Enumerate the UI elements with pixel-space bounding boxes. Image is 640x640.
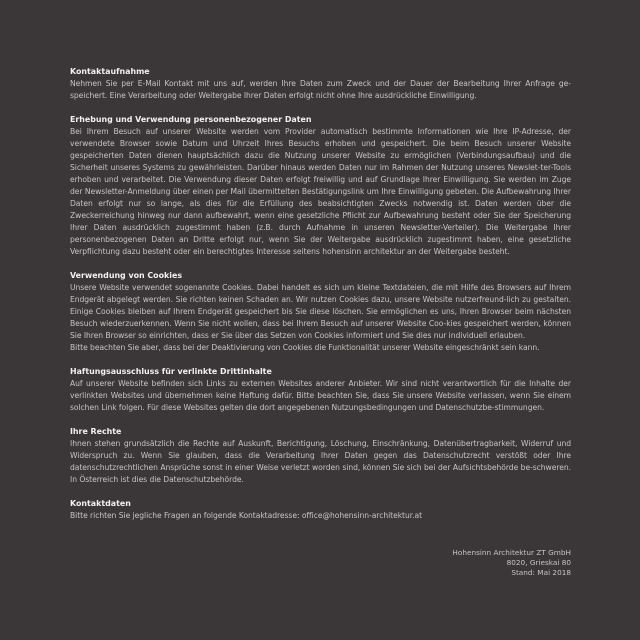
privacy-policy — [70, 66, 571, 534]
section-text: Nehmen Sie per E-Mail Kontakt mit uns auf, werden Ihre Daten zum Zweck und der Dauer der Bearbeitung Ihrer Anfrage ge-speichert. Eine Verarbeitung oder Weitergabe Ihrer Daten erfolgt nicht ohne Ihre ausdrückliche Einwilligung. — [70, 79, 571, 100]
section-title: Ihre Rechte — [70, 427, 122, 436]
section-title: Kontaktdaten — [70, 499, 131, 508]
section-title: Verwendung von Cookies — [70, 271, 183, 280]
section-text: Bei Ihrem Besuch auf unserer Website werden vom Provider automatisch bestimmte Informationen wie Ihre IP-Adresse, der verwendete Browser sowie Datum und Uhrzeit Ihres Besuchs erhoben und gespeichert. Die beim Besuch unserer Website gespeicherten Daten dienen hauptsächlich dazu die Nutzung unserer Website zu ermöglichen (Verbindungsaufbau) und die Sicherheit unseres Systems zu gewährleisten. Darüber hinaus werden Daten nur im Rahmen der Nutzung unseres Newslet-ter-Tools erhoben und verarbeitet. Die Verwendung dieser Daten erfolgt freiwillig und auf Grundlage Ihrer Einwilligung. Sie werden im Zuge der Newsletter-Anmeldung über einen per Mail übermittelten Bestätigungslink um Ihre Einwilligung gebeten. Die Aufbewahrung Ihrer Daten erfolgt nur so lange, als dies für die Erfüllung des beabsichtigten Zwecks notwendig ist. Daten werden über die Zweckerreichung hinweg nur dann aufbewahrt, wenn eine gesetzliche Pflicht zur Aufbewahrung besteht oder Sie der Speicherung Ihrer Daten ausdrücklich zugestimmt haben (z.B. durch Aufnahme in unseren Newsletter-Verteiler). Die Weitergabe Ihrer personenbezogenen Daten an Dritte erfolgt nur, wenn Sie der Weitergabe ausdrücklich zugestimmt haben, eine gesetzliche Verpflichtung dazu besteht oder ein berechtigtes Interesse seitens hohensinn architektur an der Weitergabe besteht. — [70, 127, 571, 256]
section-title: Haftungsausschluss für verlinkte Drittinhalte — [70, 367, 272, 376]
section-title: Erhebung und Verwendung personenbezogener Daten — [70, 115, 312, 124]
section-text: Bitte richten Sie jegliche Fragen an folgende Kontaktadresse: office@hohensinn-architektur.at — [70, 511, 423, 520]
section-cookies — [70, 270, 571, 354]
section-rechte — [70, 426, 571, 486]
section-title: Kontaktaufnahme — [70, 67, 150, 76]
footer-imprint — [452, 548, 571, 578]
company-address: 8020, Grieskai 80 — [506, 558, 571, 567]
section-text: Unsere Website verwendet sogenannte Cookies. Dabei handelt es sich um kleine Textdateien, die mit Hilfe des Browsers auf Ihrem Endgerät abgelegt werden. Sie richten keinen Schaden an. Wir nutzen Cookies dazu, unsere Website nutzerfreund-lich zu gestalten. Einige Cookies bleiben auf Ihrem Endgerät gespeichert bis Sie diese löschen. Sie ermöglichen es uns, Ihren Browser beim nächsten Besuch wiederzuerkennen. Wenn Sie nicht wollen, dass bei Ihrem Besuch auf unserer Website Coo-kies gespeichert werden, können Sie Ihren Browser so einrichten, dass er Sie über das Setzen von Cookies informiert und Sie dies nur individuell erlauben. — [70, 283, 571, 340]
section-datenerhebung — [70, 114, 571, 258]
section-text: Bitte beachten Sie aber, dass bei der Deaktivierung von Cookies die Funktionalität unserer Website eingeschränkt sein kann. — [70, 343, 540, 352]
revision-date: Stand: Mai 2018 — [511, 568, 571, 577]
section-kontaktdaten — [70, 498, 571, 522]
section-kontaktaufnahme — [70, 66, 571, 102]
section-haftungsausschluss — [70, 366, 571, 414]
section-text: Auf unserer Website befinden sich Links zu externen Websites anderer Anbieter. Wir sind nicht verantwortlich für die Inhalte der verlinkten Websites und übernehmen keine Haftung dafür. Bitte beachten Sie, dass Sie unsere Website verlassen, wenn Sie einem solchen Link folgen. Für diese Websites gelten die dort angegebenen Nutzungsbedingungen und Datenschutzbe-stimmungen. — [70, 379, 571, 412]
section-text: Ihnen stehen grundsätzlich die Rechte auf Auskunft, Berichtigung, Löschung, Einschränkung, Datenübertragbarkeit, Widerruf und Widerspruch zu. Wenn Sie glauben, dass die Verarbeitung Ihrer Daten gegen das Datenschutzrecht verstößt oder Ihre datenschutzrechtlichen Ansprüche sonst in einer Weise verletzt worden sind, können Sie sich bei der Aufsichtsbehörde be-schweren. In Österreich ist dies die Datenschutzbehörde. — [70, 439, 571, 484]
company-name: Hohensinn Architektur ZT GmbH — [452, 548, 571, 557]
